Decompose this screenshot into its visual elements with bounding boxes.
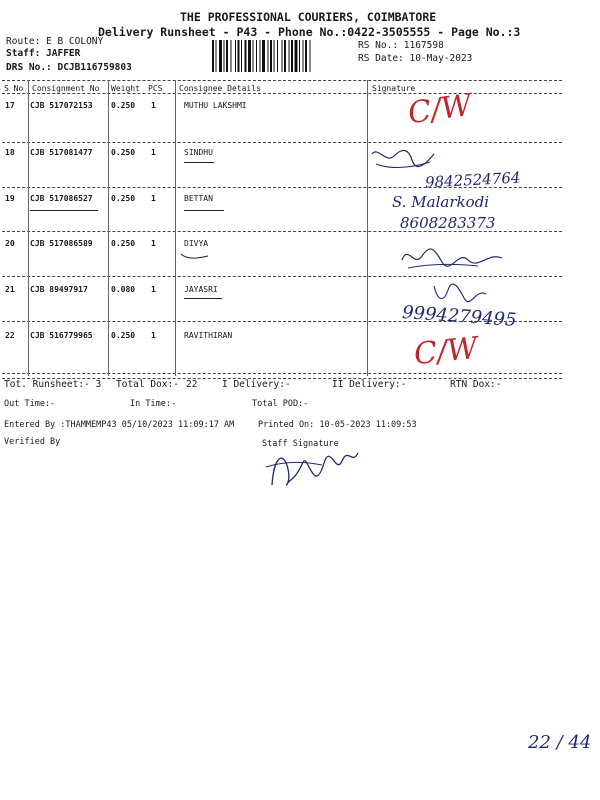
row-sno: 20 [5,239,15,248]
row-consignment: CJB 516779965 [30,331,93,340]
total-runsheet: Tot. Runsheet:- 3 [4,379,102,390]
row-consignee: BETTAN [184,194,213,203]
table-header-rule [2,93,562,94]
staff-signature-label: Staff Signature [262,439,339,449]
route-label: Route: E B COLONY [6,36,104,47]
entered-by: Entered By :THAMMEMP43 05/10/2023 11:09:17 AM [4,420,235,430]
pen-underline [30,210,98,211]
row-weight: 0.250 [111,239,136,248]
first-delivery-label: I Delivery:- [222,379,291,390]
table-top-rule [2,80,562,81]
staff-signature-scribble [262,445,362,490]
row-consignment: CJB 517081477 [30,148,93,157]
row-weight: 0.250 [111,101,136,110]
printed-on: Printed On: 10-05-2023 11:09:53 [258,420,417,430]
col-header-consignment: Consignment No [32,84,100,93]
row-consignee: DIVYA [184,239,209,248]
pen-underline [184,298,222,299]
handwritten-signature [368,146,438,176]
row-sno: 17 [5,101,15,110]
row-consignment: CJB 517086527 [30,194,93,203]
row-consignment: CJB 89497917 [30,285,88,294]
row-consignee: JAYASRI [184,285,218,294]
row-pcs: 1 [151,239,156,248]
row-pcs: 1 [151,194,156,203]
row-pcs: 1 [151,285,156,294]
out-time-label: Out Time:- [4,399,56,409]
handwritten-phone: 8608283373 [400,214,496,232]
row-consignee: RAVITHIRAN [184,331,233,340]
pen-check-mark [180,252,210,262]
row-pcs: 1 [151,148,156,157]
col-header-weight: Weight [111,84,140,93]
col-header-sno: S No [4,84,24,93]
row-consignment: CJB 517086589 [30,239,93,248]
handwritten-cw-note: C/W [405,87,475,132]
handwritten-page-count: 22 / 44 [528,732,592,753]
barcode-image [212,40,352,72]
row-consignee: MUTHU LAKSHMI [184,101,247,110]
row-consignment: CJB 517072153 [30,101,93,110]
row-consignee: SINDHU [184,148,213,157]
second-delivery-label: II Delivery:- [332,379,407,390]
row-sno: 22 [5,331,15,340]
col-header-consignee: Consignee Details [179,84,261,93]
row-weight: 0.250 [111,194,136,203]
row-weight: 0.250 [111,331,136,340]
row-weight: 0.250 [111,148,136,157]
total-pod-label: Total POD:- [252,399,309,409]
row-sno: 21 [5,285,15,294]
table-bottom-rule [2,373,562,374]
handwritten-signature [398,240,508,276]
handwritten-cw-note: C/W [412,330,480,373]
company-name: THE PROFESSIONAL COURIERS, COIMBATORE [180,10,437,24]
total-dox-value: 22 [186,379,198,390]
drs-number: DRS No.: DCJB116759803 [6,62,132,73]
row-weight: 0.080 [111,285,136,294]
column-divider [367,80,368,376]
col-header-pcs: PCS [148,84,163,93]
row-sno: 18 [5,148,15,157]
pen-underline [184,162,214,163]
row-sno: 19 [5,194,15,203]
column-divider [175,80,176,376]
staff-label: Staff: JAFFER [6,48,81,59]
handwritten-phone: 9842524764 [424,168,521,192]
col-header-signature: Signature [372,84,416,93]
total-dox-label: Total Dox:- [116,379,179,390]
row-pcs: 1 [151,331,156,340]
column-divider [28,80,29,376]
pen-underline [184,210,224,211]
rs-date: RS Date: 10-May-2023 [358,53,473,64]
column-divider [108,80,109,376]
runsheet-title: Delivery Runsheet - P43 - Phone No.:0422-3505555 - Page No.:3 [98,25,521,39]
rs-number: RS No.: 1167598 [358,40,444,51]
handwritten-phone: 9994279495 [401,302,518,331]
in-time-label: In Time:- [130,399,177,409]
verified-by-label: Verified By [4,437,61,447]
handwritten-name: S. Malarkodi [392,193,490,211]
row-rule [2,142,562,143]
row-rule [2,276,562,277]
row-pcs: 1 [151,101,156,110]
rtn-dox-label: RTN Dox:- [450,379,502,390]
